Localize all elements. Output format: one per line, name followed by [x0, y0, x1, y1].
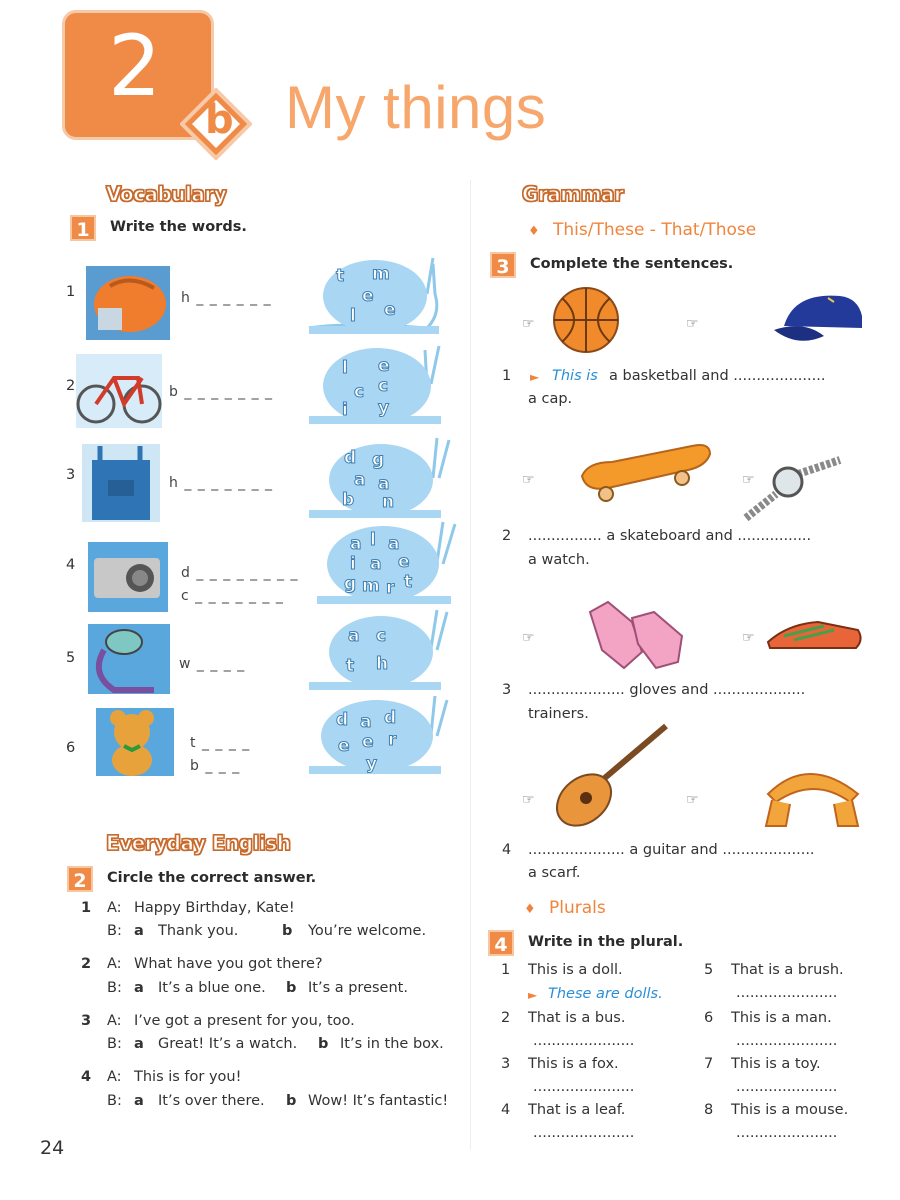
guitar-picture — [538, 722, 678, 830]
question-line: Happy Birthday, Kate! — [134, 900, 295, 916]
snail-letter: t — [404, 572, 413, 592]
snail-letter: m — [372, 264, 390, 284]
trainers-picture — [764, 612, 864, 656]
ex3-item-number: 3 — [502, 682, 512, 698]
snail-letter: t — [336, 266, 345, 286]
example-arrow-icon: ► — [528, 988, 538, 1002]
snail-letter: l — [350, 306, 356, 326]
singular-sentence: This is a doll. — [528, 962, 623, 978]
ex2-instruction: Circle the correct answer. — [107, 870, 317, 886]
ex2-item-number: 2 — [81, 956, 92, 972]
snail-letter: l — [342, 358, 348, 378]
diamond-bullet-icon: ♦ — [524, 902, 536, 917]
option-a-answer[interactable]: Great! It’s a watch. — [158, 1036, 298, 1052]
page-title: My things — [285, 74, 547, 141]
speaker-b-label: B: — [107, 923, 122, 939]
question-line: This is for you! — [134, 1069, 242, 1085]
ex1-blank[interactable]: w _ _ _ _ — [179, 656, 246, 672]
snail-letter: a — [348, 626, 360, 646]
ex4-item-number: 2 — [501, 1010, 511, 1026]
speaker-a-label: A: — [107, 1069, 122, 1085]
example-answer: These are dolls. — [548, 986, 663, 1002]
ex1-blank[interactable]: b _ _ _ _ _ _ _ — [169, 384, 274, 400]
singular-sentence: This is a fox. — [528, 1056, 619, 1072]
ex4-instruction: Write in the plural. — [528, 934, 684, 950]
snail-letter: e — [384, 300, 396, 320]
snail-letter: i — [350, 554, 356, 574]
snail-letter: a — [370, 554, 382, 574]
grammar-heading: Grammar — [522, 182, 624, 206]
singular-sentence: This is a toy. — [731, 1056, 821, 1072]
answer-line[interactable]: ...................... — [533, 1079, 635, 1095]
snail-letter: m — [362, 576, 380, 596]
example-arrow-icon: ► — [530, 370, 540, 384]
answer-line[interactable]: ...................... — [736, 985, 838, 1001]
snail-letter: e — [362, 732, 374, 752]
camera-picture — [84, 538, 176, 616]
option-b-letter: b — [286, 1093, 297, 1109]
near-hand-icon: ☞ — [522, 316, 535, 332]
snail-letter: a — [360, 712, 372, 732]
ex4-item-number: 4 — [501, 1102, 511, 1118]
speaker-a-label: A: — [107, 956, 122, 972]
ex4-item-number: 7 — [704, 1056, 714, 1072]
option-b-letter: b — [318, 1036, 329, 1052]
option-b-answer[interactable]: Wow! It’s fantastic! — [308, 1093, 449, 1109]
option-b-answer[interactable]: You’re welcome. — [308, 923, 427, 939]
watch-picture — [738, 454, 848, 526]
speaker-a-label: A: — [107, 1013, 122, 1029]
basketball-picture — [548, 284, 628, 356]
snail-letter: h — [376, 654, 389, 674]
snail-letter: c — [376, 626, 387, 646]
sentence-line[interactable]: ..................... a guitar and .................... — [528, 842, 815, 858]
ex3-item-number: 4 — [502, 842, 512, 858]
option-a-answer[interactable]: It’s a blue one. — [158, 980, 266, 996]
column-divider — [470, 180, 471, 1150]
ex1-blank[interactable]: h _ _ _ _ _ _ — [181, 290, 272, 306]
ex3-item-number: 2 — [502, 528, 512, 544]
ex1-blank[interactable]: b _ _ _ — [190, 758, 241, 774]
snail-letter: d — [344, 448, 357, 468]
snail-letter: c — [378, 376, 389, 396]
answer-line[interactable]: ...................... — [533, 1033, 635, 1049]
snail-letter: r — [388, 730, 397, 750]
sentence-line: trainers. — [528, 706, 589, 722]
question-line: I’ve got a present for you, too. — [134, 1013, 355, 1029]
sentence-line[interactable]: ................ a skateboard and ................ — [528, 528, 812, 544]
teddy-bear-picture — [92, 704, 178, 780]
far-hand-icon: ☞ — [742, 472, 755, 488]
snail-icon — [305, 690, 455, 778]
answer-line[interactable]: ...................... — [736, 1125, 838, 1141]
bicycle-picture — [72, 348, 168, 432]
sentence-line: a scarf. — [528, 865, 581, 881]
sentence-line: a cap. — [528, 391, 573, 407]
answer-line[interactable]: ...................... — [736, 1033, 838, 1049]
singular-sentence: That is a bus. — [528, 1010, 626, 1026]
ex2-item-number: 1 — [81, 900, 92, 916]
near-hand-icon: ☞ — [522, 630, 535, 646]
snail-letter: r — [386, 578, 395, 598]
option-b-letter: b — [286, 980, 297, 996]
option-a-letter: a — [134, 923, 144, 939]
ex1-item-number: 1 — [66, 284, 76, 300]
snail-letter: a — [354, 470, 366, 490]
ex2-item-number: 3 — [81, 1013, 92, 1029]
snail-letter: b — [342, 490, 355, 510]
sentence-line: a watch. — [528, 552, 590, 568]
option-a-answer[interactable]: It’s over there. — [158, 1093, 265, 1109]
unit-number: 2 — [108, 17, 162, 115]
watch-picture — [84, 620, 176, 698]
snail-letter: l — [370, 530, 376, 550]
ex1-item-number: 3 — [66, 467, 76, 483]
unit-letter: b — [205, 97, 234, 143]
snail-letter: d — [384, 708, 397, 728]
gloves-picture — [580, 598, 690, 670]
far-hand-icon: ☞ — [686, 792, 699, 808]
snail-icon — [305, 604, 455, 692]
ex1-instruction: Write the words. — [110, 219, 247, 235]
ex4-item-number: 6 — [704, 1010, 714, 1026]
ex1-blank[interactable]: h _ _ _ _ _ _ _ — [169, 475, 274, 491]
option-a-letter: a — [134, 1036, 144, 1052]
ex3-item-number: 1 — [502, 368, 512, 384]
ex2-number: 2 — [67, 866, 93, 892]
singular-sentence: That is a brush. — [731, 962, 844, 978]
snail-letter: e — [338, 736, 350, 756]
sentence-line[interactable]: a basketball and .................... — [609, 368, 826, 384]
sentence-line[interactable]: ..................... gloves and .................... — [528, 682, 806, 698]
grammar-subheading: This/These - That/Those — [553, 220, 757, 240]
near-hand-icon: ☞ — [522, 472, 535, 488]
handbag-picture — [78, 440, 168, 526]
far-hand-icon: ☞ — [742, 630, 755, 646]
option-a-letter: a — [134, 1093, 144, 1109]
ex1-blank[interactable]: t _ _ _ _ — [190, 735, 251, 751]
singular-sentence: That is a leaf. — [528, 1102, 626, 1118]
answer-line[interactable]: ...................... — [736, 1079, 838, 1095]
speaker-b-label: B: — [107, 1093, 122, 1109]
answer-line[interactable]: ...................... — [533, 1125, 635, 1141]
near-hand-icon: ☞ — [522, 792, 535, 808]
snail-letter: g — [372, 450, 385, 470]
snail-letter: a — [388, 534, 400, 554]
snail-letter: y — [366, 754, 378, 774]
snail-letter: a — [378, 474, 390, 494]
snail-letter: g — [344, 574, 357, 594]
ex1-item-number: 5 — [66, 650, 76, 666]
ex4-item-number: 3 — [501, 1056, 511, 1072]
ex4-item-number: 1 — [501, 962, 511, 978]
ex3-instruction: Complete the sentences. — [530, 256, 734, 272]
ex1-blank[interactable]: d _ _ _ _ _ _ _ _ — [181, 565, 299, 581]
question-line: What have you got there? — [134, 956, 323, 972]
skateboard-picture — [578, 440, 714, 506]
ex4-item-number: 5 — [704, 962, 714, 978]
snail-letter: e — [378, 356, 390, 376]
singular-sentence: This is a man. — [731, 1010, 832, 1026]
ex2-item-number: 4 — [81, 1069, 92, 1085]
far-hand-icon: ☞ — [686, 316, 699, 332]
snail-letter: t — [346, 656, 355, 676]
plurals-subheading: Plurals — [549, 898, 606, 918]
snail-letter: a — [350, 534, 362, 554]
everyday-english-heading: Everyday English — [106, 831, 291, 855]
ex1-item-number: 6 — [66, 740, 76, 756]
ex4-item-number: 8 — [704, 1102, 714, 1118]
snail-letter: n — [382, 492, 395, 512]
example-answer: This is — [552, 368, 598, 384]
option-a-answer[interactable]: Thank you. — [158, 923, 239, 939]
ex3-number: 3 — [490, 252, 516, 278]
ex1-item-number: 4 — [66, 557, 76, 573]
snail-letter: y — [378, 398, 390, 418]
snail-letter: d — [336, 710, 349, 730]
ex4-number: 4 — [488, 930, 514, 956]
page-number: 24 — [40, 1137, 65, 1159]
speaker-a-label: A: — [107, 900, 122, 916]
speaker-b-label: B: — [107, 1036, 122, 1052]
snail-icon — [305, 250, 455, 334]
ex1-number: 1 — [70, 215, 96, 241]
snail-letter: c — [354, 382, 365, 402]
ex1-item-number: 2 — [66, 378, 76, 394]
singular-sentence: This is a mouse. — [731, 1102, 849, 1118]
option-b-answer[interactable]: It’s a present. — [308, 980, 408, 996]
scarf-picture — [758, 754, 868, 830]
option-a-letter: a — [134, 980, 144, 996]
snail-letter: e — [398, 552, 410, 572]
speaker-b-label: B: — [107, 980, 122, 996]
vocabulary-heading: Vocabulary — [106, 182, 227, 206]
diamond-bullet-icon: ♦ — [528, 224, 540, 239]
option-b-letter: b — [282, 923, 293, 939]
snail-letter: e — [362, 286, 374, 306]
option-b-answer[interactable]: It’s in the box. — [340, 1036, 444, 1052]
helmet-picture — [80, 262, 176, 344]
snail-letter: i — [342, 400, 348, 420]
cap-picture — [770, 290, 870, 348]
ex1-blank[interactable]: c _ _ _ _ _ _ _ — [181, 588, 284, 604]
